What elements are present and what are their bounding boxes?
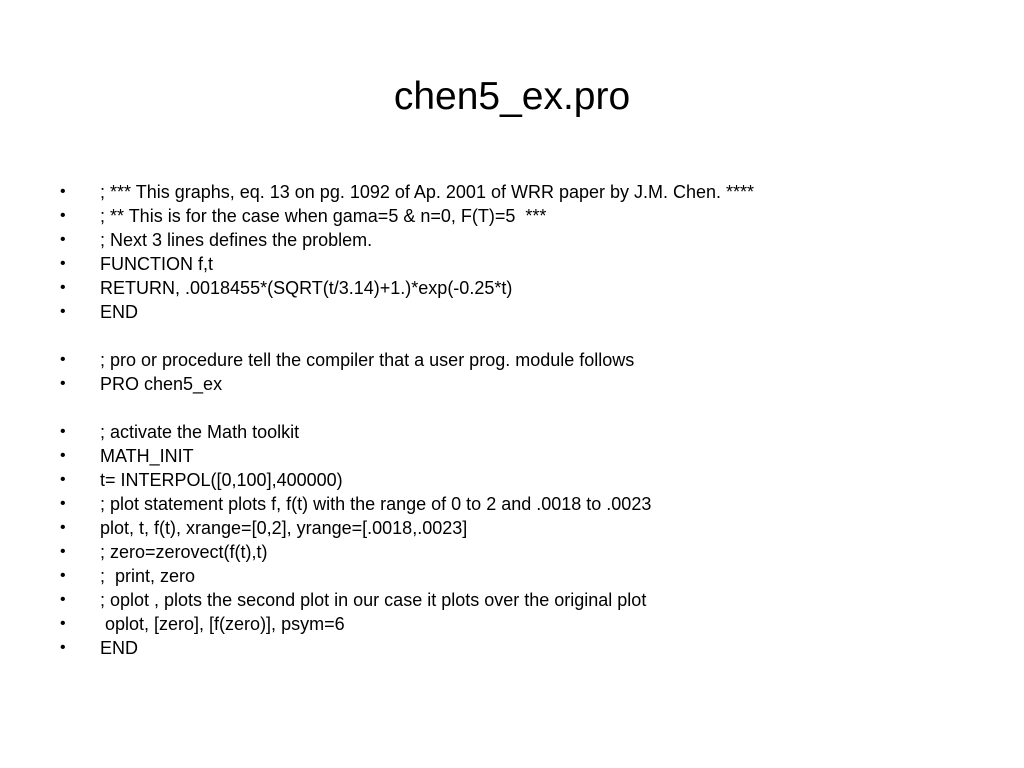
bullet-icon: • bbox=[60, 423, 66, 440]
code-line: ; pro or procedure tell the compiler that a user prog. module follows bbox=[100, 350, 635, 370]
bullet-icon: • bbox=[60, 447, 66, 464]
list-item bbox=[0, 444, 1024, 468]
bullet-icon: • bbox=[60, 183, 66, 200]
code-line: ; *** This graphs, eq. 13 on pg. 1092 of Ap. 2001 of WRR paper by J.M. Chen. **** bbox=[100, 182, 755, 202]
code-line: RETURN, .0018455*(SQRT(t/3.14)+1.)*exp(-0.25*t) bbox=[100, 278, 513, 298]
bullet-icon: • bbox=[60, 207, 66, 224]
bullet-list bbox=[0, 180, 1024, 660]
code-line: MATH_INIT bbox=[100, 446, 194, 466]
list-item bbox=[0, 420, 1024, 444]
bullet-icon: • bbox=[60, 519, 66, 536]
bullet-icon: • bbox=[60, 351, 66, 368]
bullet-icon: • bbox=[60, 591, 66, 608]
bullet-icon: • bbox=[60, 255, 66, 272]
bullet-icon: • bbox=[60, 303, 66, 320]
bullet-icon: • bbox=[60, 639, 66, 656]
list-item bbox=[0, 204, 1024, 228]
bullet-icon: • bbox=[60, 375, 66, 392]
code-line: ; ** This is for the case when gama=5 & n=0, F(T)=5 *** bbox=[100, 206, 547, 226]
code-line: ; oplot , plots the second plot in our case it plots over the original plot bbox=[100, 590, 647, 610]
code-line: PRO chen5_ex bbox=[100, 374, 223, 394]
bullet-icon: • bbox=[60, 495, 66, 512]
list-item bbox=[0, 636, 1024, 660]
list-item bbox=[0, 540, 1024, 564]
code-line: ; zero=zerovect(f(t),t) bbox=[100, 542, 268, 562]
list-item bbox=[0, 300, 1024, 324]
bullet-icon: • bbox=[60, 567, 66, 584]
code-line: ; plot statement plots f, f(t) with the range of 0 to 2 and .0018 to .0023 bbox=[100, 494, 652, 514]
list-item bbox=[0, 612, 1024, 636]
code-line: t= INTERPOL([0,100],400000) bbox=[100, 470, 343, 490]
list-item bbox=[0, 348, 1024, 372]
list-item bbox=[0, 468, 1024, 492]
list-item bbox=[0, 516, 1024, 540]
slide-title: chen5_ex.pro bbox=[393, 75, 631, 118]
code-line: oplot, [zero], [f(zero)], psym=6 bbox=[100, 614, 345, 634]
bullet-icon: • bbox=[60, 471, 66, 488]
list-item bbox=[0, 180, 1024, 204]
list-item bbox=[0, 228, 1024, 252]
code-line: END bbox=[100, 302, 139, 322]
list-item bbox=[0, 372, 1024, 396]
code-line: ; print, zero bbox=[100, 566, 196, 586]
code-line: ; Next 3 lines defines the problem. bbox=[100, 230, 373, 250]
list-item bbox=[0, 276, 1024, 300]
bullet-icon: • bbox=[60, 231, 66, 248]
code-line: FUNCTION f,t bbox=[100, 254, 213, 274]
list-item bbox=[0, 252, 1024, 276]
list-item bbox=[0, 492, 1024, 516]
bullet-icon: • bbox=[60, 279, 66, 296]
list-item bbox=[0, 564, 1024, 588]
code-line: ; activate the Math toolkit bbox=[100, 422, 300, 442]
bullet-icon: • bbox=[60, 543, 66, 560]
bullet-icon: • bbox=[60, 615, 66, 632]
list-item bbox=[0, 588, 1024, 612]
code-line: plot, t, f(t), xrange=[0,2], yrange=[.0018,.0023] bbox=[100, 518, 468, 538]
code-line: END bbox=[100, 638, 139, 658]
